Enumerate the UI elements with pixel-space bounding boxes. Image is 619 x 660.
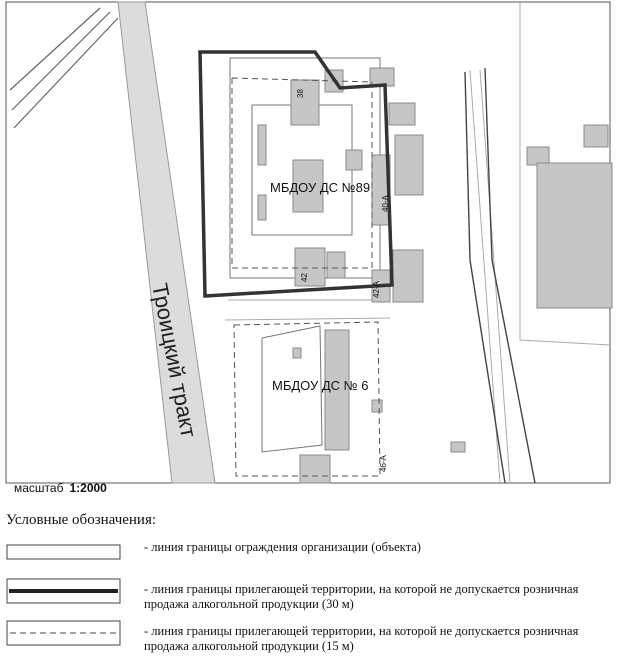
legend-symbol-dashed-line bbox=[6, 620, 121, 646]
legend-item-30m bbox=[0, 578, 619, 618]
house-number: 46-А bbox=[379, 455, 388, 472]
facility-label-6: МБДОУ ДС № 6 bbox=[272, 378, 369, 393]
house-number: 38 bbox=[296, 89, 305, 98]
map-scale bbox=[14, 481, 107, 495]
legend-title: Условные обозначения: bbox=[6, 512, 157, 528]
legend-text: - линия границы прилегающей территории, на которой не допускается розничная продажа алкогольной продукции (15 м) bbox=[144, 624, 579, 653]
scale-label: масштаб bbox=[14, 481, 64, 495]
legend-text: - линия границы ограждения организации (объекта) bbox=[144, 540, 421, 554]
facility-label-89: МБДОУ ДС №89 bbox=[270, 180, 371, 195]
legend-item-fence bbox=[0, 534, 619, 574]
legend-item-15m bbox=[0, 620, 619, 660]
house-number: 42 bbox=[300, 273, 309, 282]
legend-symbol-thick-line bbox=[6, 578, 121, 604]
house-number: 42-А bbox=[372, 281, 381, 298]
legend-symbol-double-line bbox=[6, 539, 121, 565]
road-label: Троицкий тракт bbox=[147, 281, 202, 440]
map-frame bbox=[6, 2, 610, 483]
scale-value: 1:2000 bbox=[69, 481, 107, 495]
house-number: 40-А bbox=[381, 195, 390, 212]
legend-text: - линия границы прилегающей территории, на которой не допускается розничная продажа алкогольной продукции (30 м) bbox=[144, 582, 579, 611]
